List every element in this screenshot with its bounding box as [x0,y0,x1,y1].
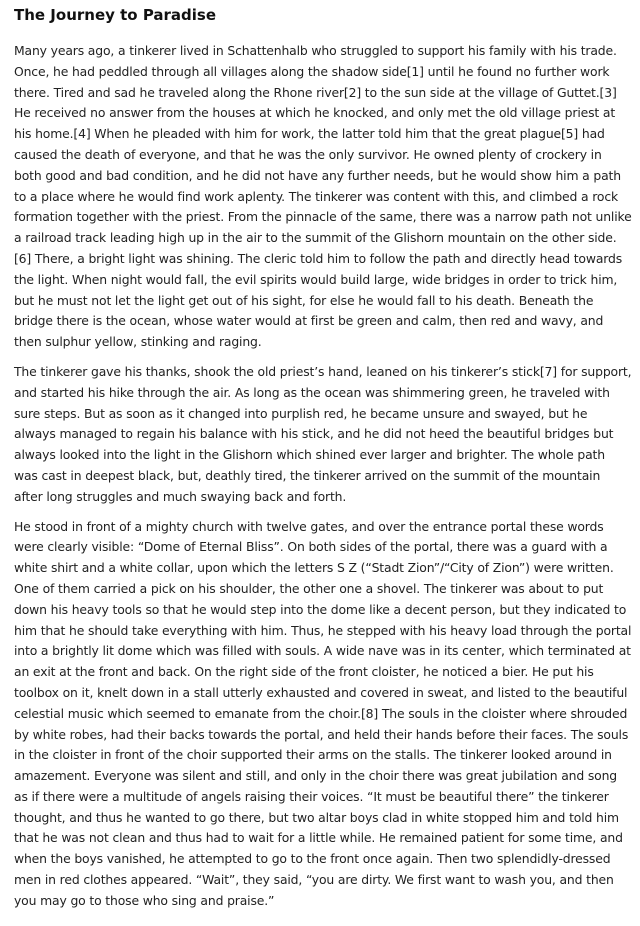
paragraph-3: He stood in front of a mighty church with twelve gates, and over the entrance portal these words were clearly visible: “Dome of Eternal Bliss”. On both sides of the portal, there was a guard with a white shirt and a white collar, upon which the letters S Z (“Stadt Zion”/“City of Zion”) were written. One of them carried a pick on his shoulder, the other one a shovel. The tinkerer was about to put down his heavy tools so that he would step into the dome like a decent person, but they indicated to him that he should take everything with him. Thus, he stepped with his heavy load through the portal into a brightly lit dome which was filled with souls. A wide nave was in its center, which terminated at an exit at the front and back. On the right side of the front cloister, he noticed a bier. He put his toolbox on it, knelt down in a stall utterly exhausted and covered in sweat, and listed to the beautiful celestial music which seemed to emanate from the choir.[8] The souls in the cloister where shrouded by white robes, had their backs towards the portal, and held their hands before their faces. The souls in the cloister in front of the choir supported their arms on the stalls. The tinkerer looked around in amazement. Everyone was silent and still, and only in the choir there was great jubilation and song as if there were a multitude of angels raising their voices. “It must be beautiful there” the tinkerer thought, and thus he wanted to go there, but two altar boys clad in white stopped him and told him that he was not clean and thus had to wait for a little while. He remained patient for some time, and when the boys vanished, he attempted to go to the front once again. Then two splendidly-dressed men in red clothes appeared. “Wait”, they said, “you are dirty. We first want to wash you, and then you may go to those who sing and praise.” [14,518,632,908]
paragraph-2: The tinkerer gave his thanks, shook the old priest’s hand, leaned on his tinkerer’s stick[7] for support, and started his hike through the air. As long as the ocean was shimmering green, he traveled with sure steps. But as soon as it changed into purplish red, he became unsure and swayed, but he always managed to regain his balance with his stick, and he did not heed the beautiful bridges but always looked into the light in the Glishorn which shined ever larger and brighter. The whole path was cast in deepest black, but, deathly tired, the tinkerer arrived on the summit of the mountain after long struggles and much swaying back and forth. [14,363,632,504]
page-title: The Journey to Paradise [14,6,217,24]
paragraph-1: Many years ago, a tinkerer lived in Schattenhalb who struggled to support his family with his trade. Once, he had peddled through all villages along the shadow side[1] until he found no further work there. Tired and sad he traveled along the Rhone river[2] to the sun side at the village of Guttet.[3] He received no answer from the houses at which he knocked, and only met the old village priest at his home.[4] When he pleaded with him for work, the latter told him that the great plague[5] had caused the death of everyone, and that he was the only survivor. He owned plenty of crockery in both good and bad condition, and he did not have any further needs, but he would show him a path to a place where he would find work aplenty. The tinkerer was content with this, and climbed a rock formation together with the priest. From the pinnacle of the same, there was a narrow path not unlike a railroad track leading high up in the air to the summit of the Glishorn mountain on the other side.[6] There, a bright light was shining. The cleric told him to follow the path and directly head towards the light. When night would fall, the evil spirits would build large, wide bridges in order to trick him, but he must not let the light get out of his sight, for else he would fall to his death. Beneath the bridge there is the ocean, whose water would at first be green and calm, then red and wavy, and then sulphur yellow, stinking and raging. [14,43,632,350]
